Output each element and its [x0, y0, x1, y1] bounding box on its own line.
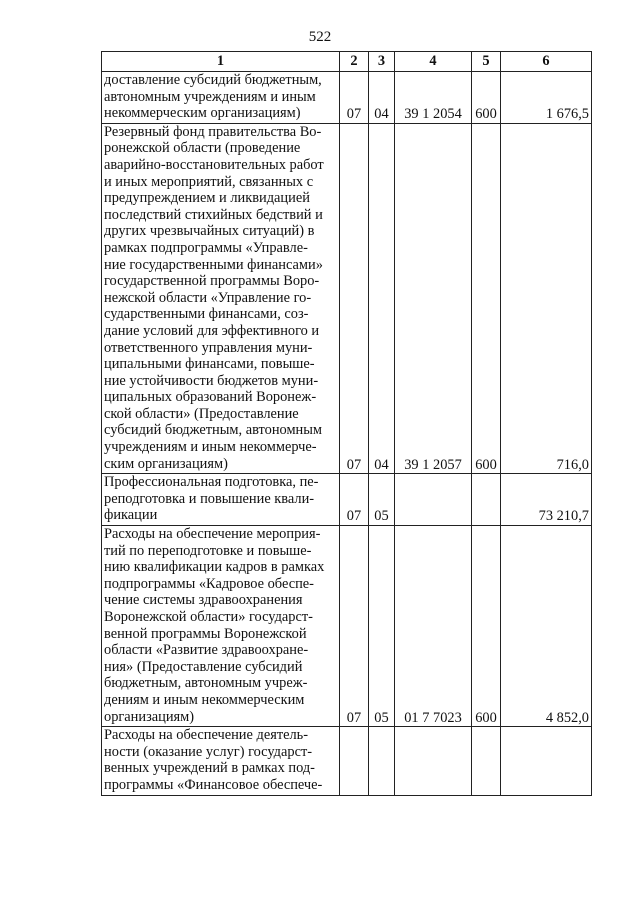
row-name-line: ским организациям): [104, 455, 228, 472]
row-rz-cell: 07: [340, 123, 369, 473]
row-pr-cell: [369, 727, 395, 795]
row-name-line: субсидий бюджетным, автономным: [104, 422, 323, 439]
row-name-line: ронежской области (проведение: [104, 140, 301, 157]
row-name-line: реподготовка и повышение квали-: [104, 490, 315, 507]
row-name-line: сударственными финансами, соз-: [104, 306, 309, 323]
row-name-line: Резервный фонд правительства Во-: [104, 123, 322, 140]
row-name-line: Воронежской области» государст-: [104, 609, 313, 625]
row-name-line: ципальных образований Воронеж-: [104, 389, 317, 406]
header-col-4: 4: [395, 52, 472, 72]
row-rz-cell: 07: [340, 526, 369, 727]
row-csr-cell: [395, 727, 472, 795]
row-name-line: венных учреждений в рамках под-: [104, 760, 315, 777]
header-col-2: 2: [340, 52, 369, 72]
row-name-line: ности (оказание услуг) государст-: [104, 743, 313, 760]
row-csr-cell: 01 7 7023: [395, 526, 472, 727]
row-amount-cell: 716,0: [501, 123, 592, 473]
table-row: [102, 72, 592, 124]
row-name-line: области «Развитие здравоохране-: [104, 642, 309, 659]
row-name-line: предупреждением и ликвидацией: [104, 190, 310, 207]
table-row: [102, 123, 592, 473]
row-name-cell: [102, 72, 340, 124]
row-name-line: Профессиональная подготовка, пе-: [104, 474, 319, 491]
row-csr-cell: [395, 474, 472, 526]
row-name-line: ской области» (Предоставление: [104, 405, 299, 422]
row-name-cell: [102, 727, 340, 795]
row-amount-cell: [501, 727, 592, 795]
row-name-line: программы «Финансовое обеспече-: [104, 776, 323, 793]
row-name-line: некоммерческим организациям): [104, 105, 301, 122]
row-pr-cell: 05: [369, 526, 395, 727]
table-row: [102, 474, 592, 526]
row-name-cell: [102, 474, 340, 526]
row-name-line: дениям и иным некоммерческим: [104, 691, 305, 708]
row-amount-cell: 1 676,5: [501, 72, 592, 124]
row-name-line: Расходы на обеспечение мероприя-: [104, 526, 321, 543]
row-name-line: венной программы Воронежской: [104, 625, 307, 642]
row-csr-cell: 39 1 2054: [395, 72, 472, 124]
table-row: [102, 727, 592, 795]
row-name-line: учреждениям и иным некоммерче-: [104, 439, 317, 456]
row-amount-cell: 4 852,0: [501, 526, 592, 727]
row-name-line: и иных мероприятий, связанных с: [104, 173, 314, 190]
row-name-line: аварийно-восстановительных работ: [104, 156, 324, 173]
row-rz-cell: [340, 727, 369, 795]
row-vr-cell: 600: [472, 526, 501, 727]
row-name-cell: [102, 526, 340, 727]
row-name-line: тий по переподготовке и повыше-: [104, 542, 312, 559]
row-rz-cell: 07: [340, 72, 369, 124]
row-pr-cell: 04: [369, 72, 395, 124]
row-name-line: других чрезвычайных ситуаций) в: [104, 223, 315, 240]
row-name-line: чение системы здравоохранения: [104, 592, 303, 609]
row-name-line: ние государственными финансами»: [104, 256, 323, 273]
table-row: [102, 526, 592, 727]
table-body: [102, 72, 592, 796]
row-rz-cell: 07: [340, 474, 369, 526]
row-name-line: подпрограммы «Кадровое обеспе-: [104, 575, 314, 592]
row-name-line: нежской области «Управление го-: [104, 289, 312, 306]
row-name-line: фикации: [104, 507, 158, 524]
row-name-cell: [102, 123, 340, 473]
row-vr-cell: [472, 727, 501, 795]
row-name-line: ние устойчивости бюджетов муни-: [104, 372, 319, 389]
row-name-line: дание условий для эффективного и: [104, 322, 320, 339]
header-col-5: 5: [472, 52, 501, 72]
row-vr-cell: [472, 474, 501, 526]
header-col-3: 3: [369, 52, 395, 72]
row-amount-cell: 73 210,7: [501, 474, 592, 526]
row-name-line: Расходы на обеспечение деятель-: [104, 727, 309, 744]
row-name-line: бюджетным, автономным учреж-: [104, 675, 308, 692]
row-vr-cell: 600: [472, 123, 501, 473]
row-name-line: ния» (Предоставление субсидий: [104, 658, 303, 675]
row-name-line: последствий стихийных бедствий и: [104, 206, 323, 223]
row-pr-cell: 04: [369, 123, 395, 473]
row-pr-cell: 05: [369, 474, 395, 526]
header-col-6: 6: [501, 52, 592, 72]
row-name-line: организациям): [104, 708, 195, 725]
budget-table: [101, 51, 592, 796]
header-col-1: 1: [102, 52, 340, 72]
row-name-line: ответственного управления муни-: [104, 339, 313, 356]
row-name-line: автономным учреждениям и иным: [104, 88, 316, 105]
row-csr-cell: 39 1 2057: [395, 123, 472, 473]
row-name-line: доставление субсидий бюджетным,: [104, 72, 322, 88]
row-name-line: рамках подпрограммы «Управле-: [104, 239, 308, 256]
page-number: 522: [308, 29, 332, 45]
row-name-line: нию квалификации кадров в рамках: [104, 559, 325, 576]
row-name-line: государственной программы Воро-: [104, 273, 320, 290]
row-vr-cell: 600: [472, 72, 501, 124]
row-name-line: ципальными финансами, повыше-: [104, 356, 315, 373]
table-header-row: [102, 52, 592, 72]
